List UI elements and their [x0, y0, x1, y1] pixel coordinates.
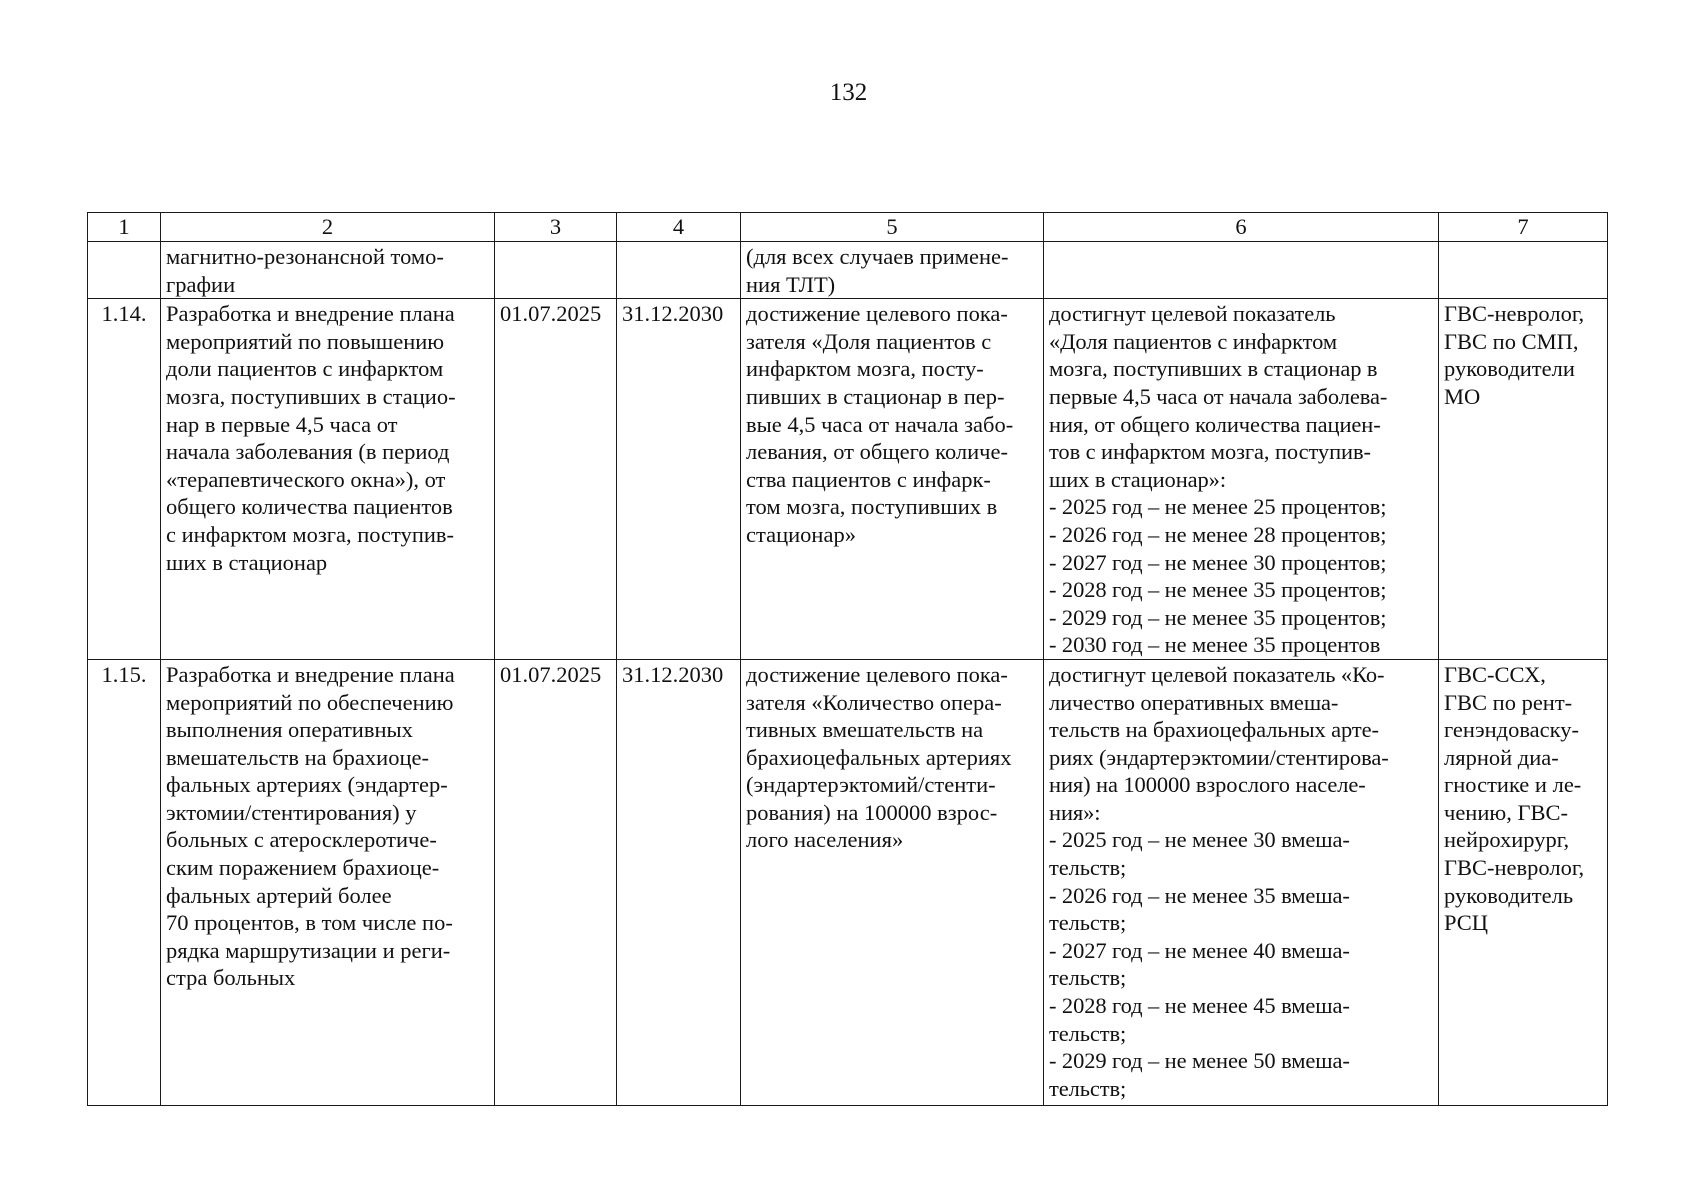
column-number: 7 [1439, 213, 1608, 242]
cell-text-line: фальных артериях (эндартер- [166, 772, 448, 798]
cell-text-line: генэндоваску- [1444, 717, 1580, 743]
table-row-continuation [88, 242, 1608, 299]
cell-text-line: (для всех случаев примене- [746, 244, 1009, 269]
cell-text-line: ших в стационар»: [1049, 466, 1226, 492]
cell-text-line: тельств; [1049, 965, 1127, 991]
cell-text-line: тов с инфарктом мозга, поступив- [1049, 439, 1371, 465]
end-date-cell: 31.12.2030 [617, 299, 741, 660]
cell-text-line: МО [1444, 383, 1481, 409]
responsible-cell [1439, 659, 1608, 1105]
cell-text-line: гностике и ле- [1444, 772, 1582, 798]
cell-text-line: чению, ГВС- [1444, 799, 1568, 825]
cell-text-line: достижение целевого пока- [746, 661, 1008, 687]
cell-text-line: ства пациентов с инфарк- [746, 466, 991, 492]
cell-text-line: тельств на брахиоцефальных арте- [1049, 717, 1379, 743]
cell-text-line: - 2025 год – не менее 30 вмеша- [1049, 827, 1350, 853]
column-number-row [88, 213, 1608, 242]
cell-text-line: тельств; [1049, 855, 1127, 881]
cell-text-line: достигнут целевой показатель «Ко- [1049, 661, 1385, 687]
cell-text-line: инфарктом мозга, посту- [746, 356, 984, 382]
cell-text-line: ГВС-невролог, [1444, 855, 1585, 881]
column-number: 2 [161, 213, 495, 242]
cell-text-line: левания, от общего количе- [746, 439, 1008, 465]
cell-text-line: мозга, поступивших в стацио- [166, 383, 456, 409]
cell-text-line: руководитель [1444, 882, 1574, 908]
result-cell [1044, 299, 1439, 660]
cell-text-line: фальных артерий более [166, 882, 392, 908]
cell-text-line: ния»: [1049, 799, 1101, 825]
indicator-cell [741, 299, 1044, 660]
cell-text-line: лярной диа- [1444, 744, 1559, 770]
cell-text-line: ния, от общего количества пациен- [1049, 411, 1381, 437]
cell-text-line: ГВС-ССХ, [1444, 661, 1546, 687]
result-cell [1044, 659, 1439, 1105]
column-number: 4 [617, 213, 741, 242]
cell-text-line: достижение целевого пока- [746, 301, 1008, 327]
cell-text-line: - 2027 год – не менее 30 процентов; [1049, 549, 1387, 575]
cell-text-line: рования) на 100000 взрос- [746, 799, 998, 825]
cell-text-line: нар в первые 4,5 часа от [166, 411, 398, 437]
column-number: 1 [88, 213, 161, 242]
cell-text-line: брахиоцефальных артериях [746, 744, 1012, 770]
cell-text-line: вмешательств на брахиоце- [166, 744, 429, 770]
cell-text-line: больных с атеросклеротиче- [166, 827, 437, 853]
cell-text-line: личество оперативных вмеша- [1049, 689, 1339, 715]
cell-text-line: - 2025 год – не менее 25 процентов; [1049, 494, 1387, 520]
measures-table [87, 212, 1608, 1106]
measure-name-cell [161, 242, 495, 299]
cell-text-line: «терапевтического окна»), от [166, 466, 446, 492]
measure-name-cell [161, 299, 495, 660]
cell-text-line: начала заболевания (в период [166, 439, 450, 465]
row-number-cell [88, 242, 161, 299]
cell-text-line: ГВС по СМП, [1444, 328, 1579, 354]
start-date-cell: 01.07.2025 [495, 659, 617, 1105]
cell-text-line: ГВС-невролог, [1444, 301, 1585, 327]
cell-text-line: нейрохирург, [1444, 827, 1570, 853]
row-number-cell: 1.14. [88, 299, 161, 660]
cell-text-line: РСЦ [1444, 910, 1489, 936]
table-row [88, 659, 1608, 1105]
cell-text-line: «Доля пациентов с инфарктом [1049, 328, 1337, 354]
cell-text-line: руководители [1444, 356, 1575, 382]
cell-text-line: тельств; [1049, 910, 1127, 936]
cell-text-line: доли пациентов с инфарктом [166, 356, 444, 382]
cell-text-line: - 2029 год – не менее 35 процентов; [1049, 604, 1387, 630]
cell-text-line: ния ТЛТ) [746, 271, 836, 297]
cell-text-line: тельств; [1049, 1020, 1127, 1046]
indicator-cell [741, 242, 1044, 299]
cell-text-line: первые 4,5 часа от начала заболева- [1049, 383, 1388, 409]
column-number: 3 [495, 213, 617, 242]
cell-text-line: мозга, поступивших в стационар в [1049, 356, 1378, 382]
cell-text-line: - 2027 год – не менее 40 вмеша- [1049, 937, 1350, 963]
end-date-cell [617, 242, 741, 299]
cell-text-line: пивших в стационар в пер- [746, 383, 1005, 409]
cell-text-line: (эндартерэктомий/стенти- [746, 772, 996, 798]
cell-text-line: общего количества пациентов [166, 494, 453, 520]
cell-text-line: ским поражением брахиоце- [166, 855, 440, 881]
cell-text-line: стра больных [166, 965, 296, 991]
cell-text-line: - 2030 год – не менее 35 процентов [1049, 632, 1381, 658]
start-date-cell: 01.07.2025 [495, 299, 617, 660]
cell-text-line: с инфарктом мозга, поступив- [166, 521, 455, 547]
cell-text-line: 70 процентов, в том числе по- [166, 910, 453, 936]
cell-text-line: магнитно-резонансной томо- [166, 244, 444, 269]
indicator-cell [741, 659, 1044, 1105]
cell-text-line: лого населения» [746, 827, 904, 853]
cell-text-line: - 2026 год – не менее 28 процентов; [1049, 521, 1387, 547]
cell-text-line: зателя «Доля пациентов с [746, 328, 992, 354]
end-date-cell: 31.12.2030 [617, 659, 741, 1105]
cell-text-line: - 2028 год – не менее 45 вмеша- [1049, 993, 1350, 1019]
responsible-cell [1439, 242, 1608, 299]
cell-text-line: риях (эндартерэктомии/стентирова- [1049, 744, 1389, 770]
measure-name-cell [161, 659, 495, 1105]
cell-text-line: мероприятий по обеспечению [166, 689, 454, 715]
table-row [88, 299, 1608, 660]
cell-text-line: стационар» [746, 521, 856, 547]
cell-text-line: ших в стационар [166, 549, 328, 575]
page-number: 132 [829, 79, 868, 106]
cell-text-line: Разработка и внедрение плана [166, 301, 455, 327]
responsible-cell [1439, 299, 1608, 660]
cell-text-line: - 2026 год – не менее 35 вмеша- [1049, 882, 1350, 908]
cell-text-line: том мозга, поступивших в [746, 494, 998, 520]
result-cell [1044, 242, 1439, 299]
start-date-cell [495, 242, 617, 299]
row-number-cell: 1.15. [88, 659, 161, 1105]
cell-text-line: выполнения оперативных [166, 717, 413, 743]
cell-text-line: ГВС по рент- [1444, 689, 1573, 715]
cell-text-line: - 2029 год – не менее 50 вмеша- [1049, 1048, 1350, 1074]
cell-text-line: эктомии/стентирования) у [166, 799, 417, 825]
cell-text-line: вые 4,5 часа от начала забо- [746, 411, 1014, 437]
cell-text-line: зателя «Количество опера- [746, 689, 1002, 715]
cell-text-line: тельств; [1049, 1075, 1127, 1101]
cell-text-line: рядка маршрутизации и реги- [166, 937, 451, 963]
cell-text-line: графии [166, 271, 236, 297]
cell-text-line: ния) на 100000 взрослого населе- [1049, 772, 1366, 798]
column-number: 6 [1044, 213, 1439, 242]
cell-text-line: Разработка и внедрение плана [166, 661, 455, 687]
cell-text-line: достигнут целевой показатель [1049, 301, 1336, 327]
cell-text-line: тивных вмешательств на [746, 717, 984, 743]
cell-text-line: мероприятий по повышению [166, 328, 445, 354]
column-number: 5 [741, 213, 1044, 242]
cell-text-line: - 2028 год – не менее 35 процентов; [1049, 577, 1387, 603]
